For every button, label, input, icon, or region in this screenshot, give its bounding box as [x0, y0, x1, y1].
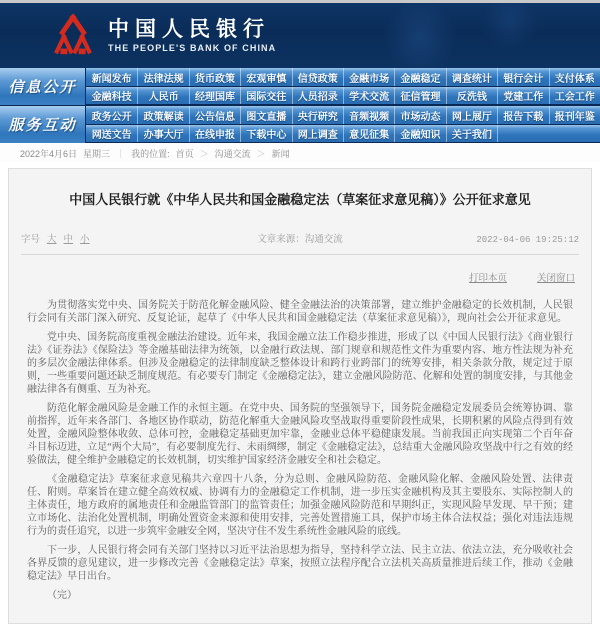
article-end-mark: （完） [47, 590, 77, 601]
article-content-box [8, 168, 592, 624]
nav-item[interactable]: 党建工作 [497, 87, 548, 104]
article-actions [25, 268, 575, 286]
nav-row [86, 86, 600, 104]
bank-name-en: THE PEOPLE'S BANK OF CHINA [108, 43, 277, 53]
nav-row-filler [497, 125, 600, 142]
nav-item[interactable]: 音频视频 [343, 106, 394, 124]
breadcrumb-section-link[interactable]: 沟通交流 [214, 148, 251, 159]
nav-item[interactable]: 金融市场 [343, 68, 394, 86]
nav-item[interactable]: 宏观审慎 [240, 68, 291, 86]
breadcrumb-current-page: 新闻 [271, 148, 290, 159]
font-size-label: 字号 [21, 235, 41, 245]
nav-item[interactable]: 办事大厅 [137, 125, 188, 142]
article-body [9, 299, 591, 602]
nav-item[interactable]: 公告信息 [189, 106, 240, 124]
nav-row [86, 106, 600, 124]
nav-item[interactable]: 新闻发布 [86, 68, 137, 86]
article-paragraph: 防范化解金融风险是金融工作的永恒主题。在党中央、国务院的坚强领导下，国务院金融稳定发展委员会统筹协调、靠前指挥，近年来各部门、各地区协作联动，防范化解重大金融风险攻坚战取得重要阶段性成果，长期积累的风险点得到有效处置，金融风险整体收敛、总体可控，金融稳定基础更加牢靠，金融业总体平稳健康发展。当前我国正向实现第二个百年奋斗目标迈进，立足“两个大局”，有必要制度先行、未雨绸缪，制定《金融稳定法》，总结重大金融风险攻坚战中行之有效的经验做法，健全维护金融稳定的长效机制，切实维护国家经济金融安全和社会稳定。 [27, 403, 573, 466]
current-weekday: 星期三 [83, 148, 111, 159]
nav-item[interactable]: 法律法规 [137, 68, 188, 86]
nav-item[interactable]: 调查统计 [446, 68, 497, 86]
location-label: 我的位置: [131, 148, 170, 159]
nav-row [86, 124, 600, 142]
close-window-link[interactable]: 关闭窗口 [536, 274, 575, 284]
bank-name-cn: 中国人民银行 [108, 17, 270, 41]
nav-item[interactable]: 意见征集 [343, 125, 394, 142]
nav-item[interactable]: 人员招录 [292, 87, 343, 104]
article-title: 中国人民银行就《中华人民共和国金融稳定法（草案征求意见稿）》公开征求意见 [69, 192, 531, 207]
nav-item[interactable]: 关于我们 [446, 125, 497, 142]
nav-section-info-disclosure [0, 68, 600, 105]
font-size-control [21, 231, 181, 245]
nav-rows [86, 68, 600, 105]
nav-item[interactable]: 国际交往 [240, 87, 291, 104]
article-meta-row [21, 231, 579, 255]
nav-item[interactable]: 政策解读 [137, 106, 188, 124]
nav-item[interactable]: 征信管理 [394, 87, 445, 104]
nav-rows [86, 106, 600, 143]
nav-item[interactable]: 报刊年鉴 [549, 106, 600, 124]
breadcrumb [0, 143, 600, 163]
nav-item[interactable]: 金融科技 [86, 87, 137, 104]
nav-item[interactable]: 货币政策 [189, 68, 240, 86]
source-label: 文章来源： [257, 235, 305, 245]
nav-item[interactable]: 市场动态 [394, 106, 445, 124]
breadcrumb-arrow: ＞ [256, 148, 266, 159]
current-date: 2022年4月6日 [20, 148, 78, 159]
nav-label-services[interactable]: 服务互动 [0, 106, 86, 143]
breadcrumb-arrow: ＞ [199, 148, 209, 159]
article-paragraph: 党中央、国务院高度重视金融法治建设。近年来，我国金融立法工作稳步推进，形成了以《中国人民银行法》《商业银行法》《证券法》《保险法》等金融基础法律为统领，以金融行政法规、部门规章和规范性文件为重要内容、地方性法规为补充的多层次金融法律体系。但涉及金融稳定的法律制度缺乏整体设计和跨行业跨部门的统筹安排，相关条款分散，规定过于原则，一些重要问题还缺乏制度规范。有必要专门制定《金融稳定法》，建立金融风险防范、化解和处置的制度安排，与其他金融法律各有侧重、互为补充。 [27, 332, 573, 395]
nav-item[interactable]: 金融稳定 [394, 68, 445, 86]
site-header [0, 3, 600, 68]
nav-item[interactable]: 网上展厅 [446, 106, 497, 124]
nav-label-info-disclosure[interactable]: 信息公开 [0, 68, 86, 105]
nav-item[interactable]: 信贷政策 [292, 68, 343, 86]
nav-item[interactable]: 图文直播 [240, 106, 291, 124]
nav-item[interactable]: 网送文告 [86, 125, 137, 142]
breadcrumb-separator: ｜ [116, 148, 126, 159]
source-value: 沟通交流 [304, 235, 343, 245]
nav-section-services [0, 106, 600, 143]
breadcrumb-home-link[interactable]: 首页 [175, 148, 194, 159]
nav-item[interactable]: 人民币 [137, 87, 188, 104]
nav-item[interactable]: 经理国库 [189, 87, 240, 104]
nav-item[interactable]: 网上调查 [292, 125, 343, 142]
font-size-small-link[interactable]: 小 [80, 235, 90, 245]
article-source [181, 231, 419, 245]
nav-item[interactable]: 学术交流 [343, 87, 394, 104]
font-size-large-link[interactable]: 大 [47, 235, 57, 245]
publish-time: 2022-04-06 19:25:12 [476, 235, 579, 245]
bank-logo-home-link[interactable] [52, 13, 276, 59]
print-page-link[interactable]: 打印本页 [468, 274, 507, 284]
pboc-emblem-icon [52, 13, 94, 59]
nav-item[interactable]: 金融知识 [394, 125, 445, 142]
article-paragraph: 下一步，人民银行将会同有关部门坚持以习近平法治思想为指导，坚持科学立法、民主立法、依法立法，充分吸收社会各界反馈的意见建议，进一步修改完善《金融稳定法》草案，按照立法程序配合立法机关高质量推进后续工作，推动《金融稳定法》早日出台。 [27, 545, 573, 582]
nav-row [86, 68, 600, 86]
nav-item[interactable]: 央行研究 [292, 106, 343, 124]
nav-item[interactable]: 银行会计 [497, 68, 548, 86]
nav-item[interactable]: 在线申报 [189, 125, 240, 142]
font-size-medium-link[interactable]: 中 [63, 235, 74, 245]
nav-item[interactable]: 反洗钱 [446, 87, 497, 104]
nav-item[interactable]: 报告下载 [497, 106, 548, 124]
nav-item[interactable]: 工会工作 [549, 87, 600, 104]
nav-item[interactable]: 政务公开 [86, 106, 137, 124]
nav-item[interactable]: 下载中心 [240, 125, 291, 142]
article-paragraph: 《金融稳定法》草案征求意见稿共六章四十八条，分为总则、金融风险防范、金融风险化解、金融风险处置、法律责任、附则。草案旨在建立健全高效权威、协调有力的金融稳定工作机制，进一步压实金融机构及其主要股东、实际控制人的主体责任，地方政府的属地责任和金融监管部门的监管责任；加强金融风险防范和早期纠正，实现风险早发现、早干预；建立市场化、法治化处置机制，明确处置资金来源和使用安排，完善处置措施工具，保护市场主体合法权益；强化对违法违规行为的责任追究，以进一步筑牢金融安全网，坚决守住不发生系统性金融风险的底线。 [27, 474, 573, 537]
nav-item[interactable]: 支付体系 [549, 68, 600, 86]
main-nav [0, 68, 600, 143]
article-paragraph: 为贯彻落实党中央、国务院关于防范化解金融风险、健全金融法治的决策部署，建立维护金融稳定的长效机制，人民银行会同有关部门深入研究、反复论证，起草了《中华人民共和国金融稳定法（草案征求意见稿）》，现向社会公开征求意见。 [27, 300, 573, 324]
